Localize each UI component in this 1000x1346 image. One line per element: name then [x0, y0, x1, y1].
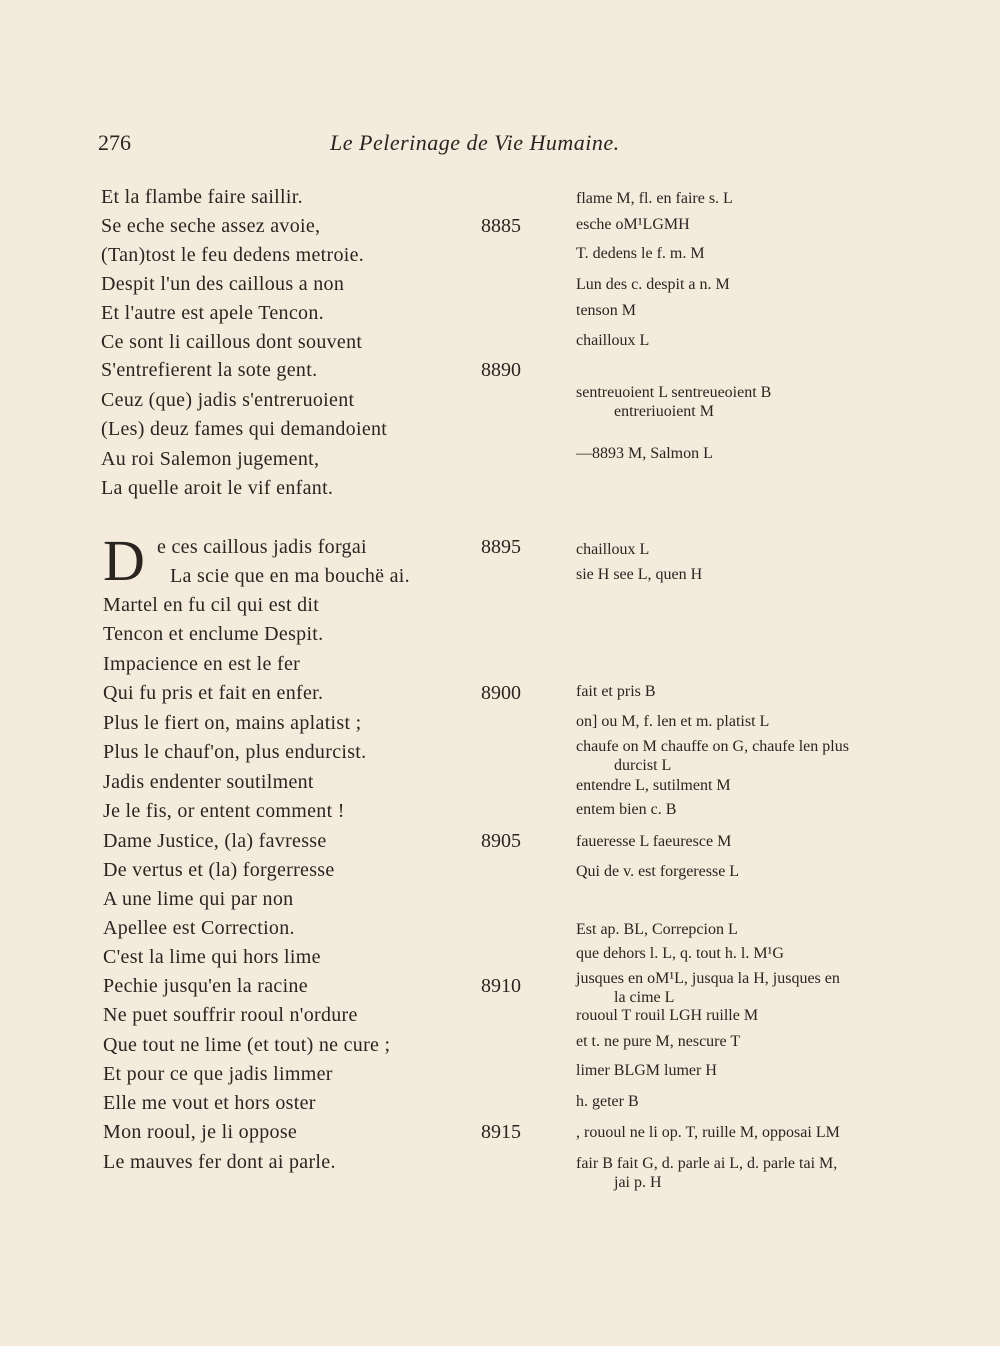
- variant-text: T. dedens le f. m. M: [576, 245, 705, 262]
- verse-line: Mon rooul, je li oppose: [103, 1121, 298, 1143]
- verse-line: Et pour ce que jadis limmer: [103, 1063, 333, 1085]
- variant-text: limer BLGM lumer H: [576, 1062, 717, 1079]
- variant-text: tenson M: [576, 302, 636, 319]
- drop-cap: D: [103, 528, 145, 593]
- variant-text: , rououl ne li op. T, ruille M, opposai LM: [576, 1124, 840, 1141]
- variant-text: sie H see L, quen H: [576, 566, 703, 583]
- line-number: 8885: [481, 215, 521, 237]
- variant-note: [576, 1092, 936, 1111]
- variant-note: [576, 969, 936, 1007]
- variant-text: on] ou M, f. len et m. platist L: [576, 713, 770, 730]
- variant-note: [576, 944, 936, 963]
- verse-line: Ce sont li caillous dont souvent: [101, 331, 363, 353]
- variant-note: [576, 920, 936, 939]
- page-number: 276: [98, 130, 131, 155]
- verse-line: e ces caillous jadis forgai: [157, 536, 367, 558]
- variant-note: [576, 383, 936, 421]
- verse-line: La quelle aroit le vif enfant.: [101, 477, 334, 499]
- verse-line: Impacience en est le fer: [103, 653, 301, 675]
- variant-text: —8893 M, Salmon L: [576, 445, 713, 462]
- variant-text: esche oM¹LGMH: [576, 216, 690, 233]
- verse-line: La scie que en ma bouchë ai.: [170, 565, 410, 587]
- verse-line: Ne puet souffrir rooul n'ordure: [103, 1004, 358, 1026]
- verse-line: A une lime qui par non: [103, 888, 294, 910]
- line-number: 8895: [481, 536, 521, 558]
- variant-note: [576, 1061, 936, 1080]
- variant-text: entendre L, sutilment M: [576, 777, 731, 794]
- verse-line: Le mauves fer dont ai parle.: [103, 1151, 336, 1173]
- variant-text: entem bien c. B: [576, 801, 677, 818]
- variant-text: Lun des c. despit a n. M: [576, 276, 730, 293]
- verse-line: (Tan)tost le feu dedens metroie.: [101, 244, 365, 266]
- verse-line: Au roi Salemon jugement,: [101, 448, 320, 470]
- verse-line: Jadis endenter soutilment: [103, 771, 314, 793]
- verse-line: Je le fis, or entent comment !: [103, 800, 345, 822]
- line-number: 8890: [481, 359, 521, 381]
- verse-line: (Les) deuz fames qui demandoient: [101, 418, 388, 440]
- variant-text: flame M, fl. en faire s. L: [576, 190, 733, 207]
- variant-text: sentreuoient L sentreueoient B: [576, 384, 772, 401]
- variant-text-continued: jai p. H: [614, 1174, 662, 1191]
- variant-text: et t. ne pure M, nescure T: [576, 1033, 741, 1050]
- variant-note: [576, 1032, 936, 1051]
- variant-note: [576, 800, 936, 819]
- line-number: 8905: [481, 830, 521, 852]
- variant-note: [576, 189, 936, 208]
- variant-text-continued: durcist L: [614, 757, 672, 774]
- verse-line: Apellee est Correction.: [103, 917, 295, 939]
- variant-text: jusques en oM¹L, jusqua la H, jusques en: [576, 970, 840, 987]
- variant-note: [576, 737, 936, 775]
- running-head: Le Pelerinage de Vie Humaine.: [330, 130, 620, 155]
- variant-note: [576, 682, 936, 701]
- variant-note: [576, 1123, 936, 1142]
- variant-text: que dehors l. L, q. tout h. l. M¹G: [576, 945, 784, 962]
- verse-line: Elle me vout et hors oster: [103, 1092, 316, 1114]
- variant-note: [576, 301, 936, 320]
- verse-line: De vertus et (la) forgerresse: [103, 859, 335, 881]
- variant-text: fait et pris B: [576, 683, 656, 700]
- verse-line: Martel en fu cil qui est dit: [103, 594, 320, 616]
- variant-text-continued: la cime L: [614, 989, 675, 1006]
- variant-note: [576, 331, 936, 350]
- variant-note: [576, 862, 936, 881]
- variant-note: [576, 275, 936, 294]
- variant-note: [576, 776, 936, 795]
- line-number: 8900: [481, 682, 521, 704]
- verse-line: Dame Justice, (la) favresse: [103, 830, 327, 852]
- variant-note: [576, 712, 936, 731]
- verse-line: S'entrefierent la sote gent.: [101, 359, 318, 381]
- verse-line: Plus le fiert on, mains aplatist ;: [103, 712, 362, 734]
- variant-note: [576, 215, 936, 234]
- variant-text: Est ap. BL, Correpcion L: [576, 921, 738, 938]
- variant-note: [576, 244, 936, 263]
- line-number: 8910: [481, 975, 521, 997]
- verse-line: Qui fu pris et fait en enfer.: [103, 682, 324, 704]
- verse-line: Que tout ne lime (et tout) ne cure ;: [103, 1034, 391, 1056]
- variant-text: chailloux L: [576, 541, 650, 558]
- variant-text: chaufe on M chauffe on G, chaufe len plus: [576, 738, 849, 755]
- variant-note: [576, 1154, 936, 1192]
- verse-line: C'est la lime qui hors lime: [103, 946, 321, 968]
- variant-text: h. geter B: [576, 1093, 639, 1110]
- verse-line: Et l'autre est apele Tencon.: [101, 302, 324, 324]
- variant-text: chailloux L: [576, 332, 650, 349]
- verse-line: Ceuz (que) jadis s'entreruoient: [101, 389, 355, 411]
- variant-note: [576, 540, 936, 559]
- variant-note: [576, 832, 936, 851]
- line-number: 8915: [481, 1121, 521, 1143]
- verse-line: Et la flambe faire saillir.: [101, 186, 303, 208]
- variant-text: Qui de v. est forgeresse L: [576, 863, 740, 880]
- verse-line: Pechie jusqu'en la racine: [103, 975, 308, 997]
- verse-line: Tencon et enclume Despit.: [103, 623, 324, 645]
- verse-line: Se eche seche assez avoie,: [101, 215, 321, 237]
- variant-note: [576, 444, 936, 463]
- variant-note: [576, 1006, 936, 1025]
- variant-note: [576, 565, 936, 584]
- variant-text: fair B fait G, d. parle ai L, d. parle tai M,: [576, 1155, 838, 1172]
- variant-text: faueresse L faeuresce M: [576, 833, 732, 850]
- verse-line: Despit l'un des caillous a non: [101, 273, 345, 295]
- variant-text: rououl T rouil LGH ruille M: [576, 1007, 759, 1024]
- variant-text-continued: entreriuoient M: [614, 403, 714, 420]
- verse-line: Plus le chauf'on, plus endurcist.: [103, 741, 367, 763]
